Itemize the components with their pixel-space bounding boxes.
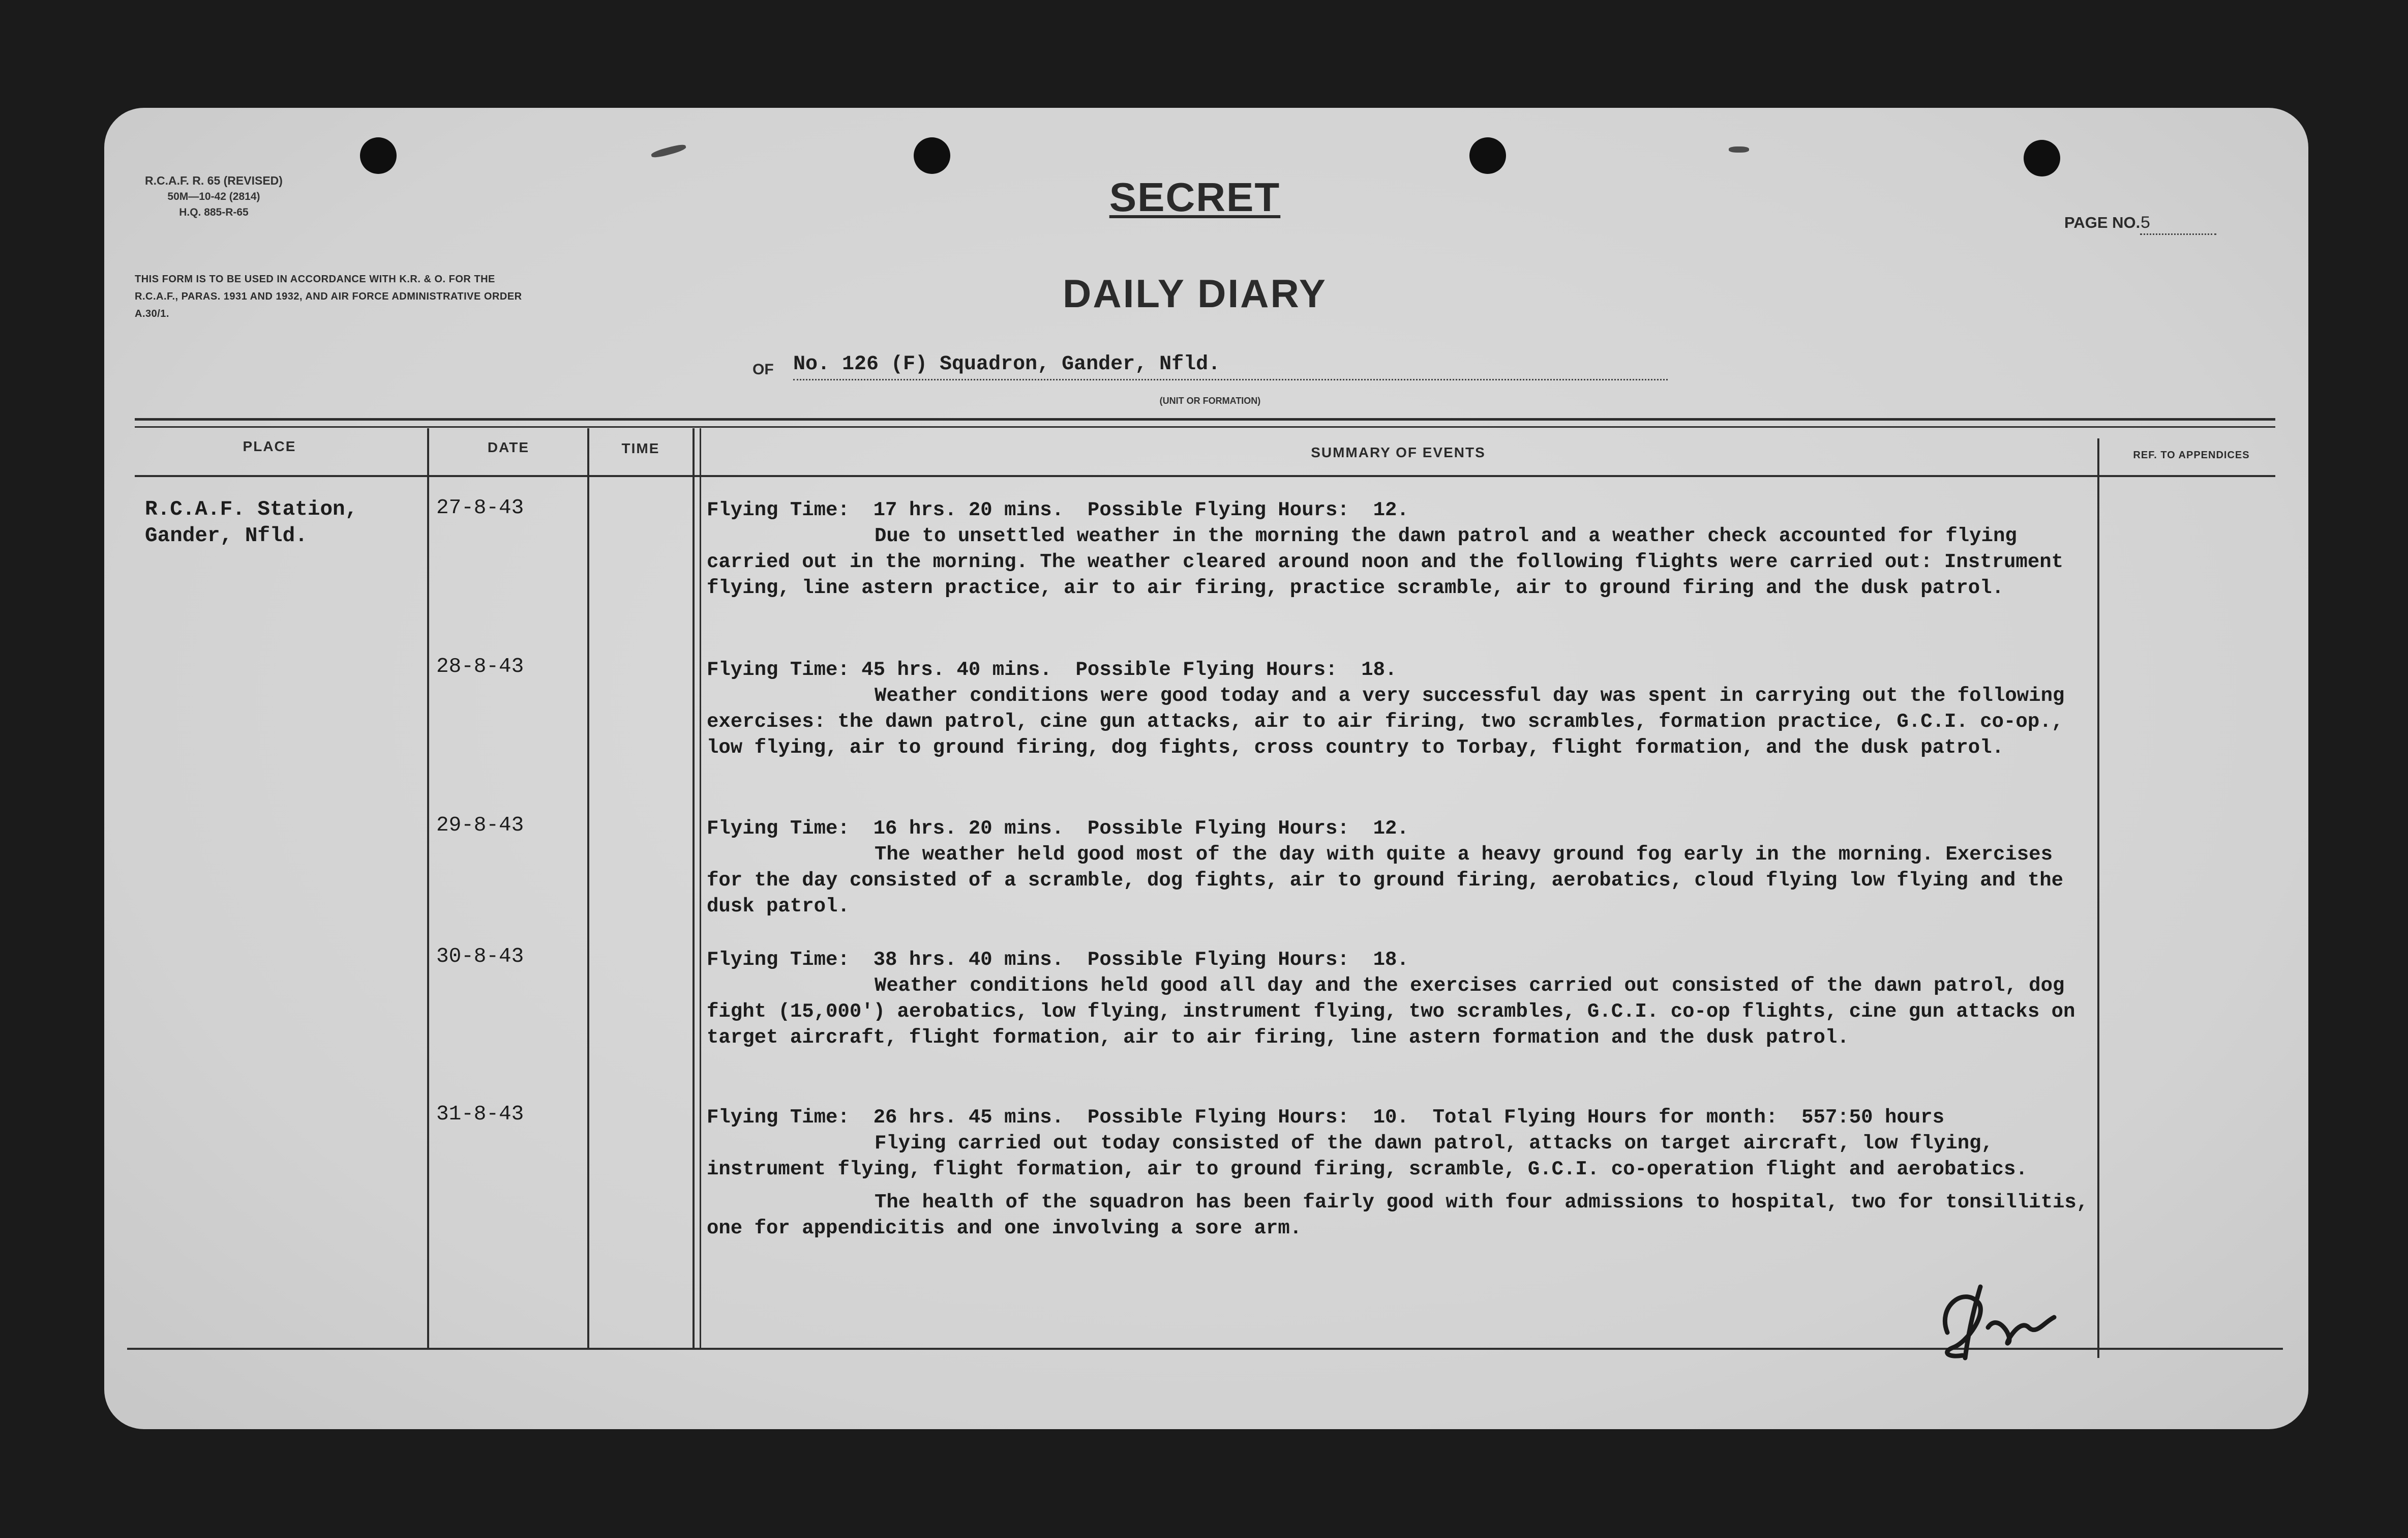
entry-text: Weather conditions held good all day and the exercises carried out consisted of the dawn patrol, dog fight (15,000') aerobatics, low flying, instrument flying, two scrambles, G.C.I. co-op flights, cine gun attacks on target aircraft, flight formation, air to air firing, line astern formation and the dusk patrol. [707, 974, 2075, 1049]
flying-time: Flying Time: 16 hrs. 20 mins. Possible Flying Hours: 12. [707, 817, 1409, 840]
diary-entry [707, 816, 2100, 920]
punch-hole [1469, 137, 1506, 174]
entry-text: The health of the squadron has been fairly good with four admissions to hospital, two for tonsillitis, one for appendicitis and one involving a sore arm. [707, 1191, 2089, 1239]
header-place: PLACE [243, 438, 296, 454]
unit-prefix: OF [752, 361, 774, 378]
ink-smudge [1729, 146, 1749, 153]
flying-time: Flying Time: 26 hrs. 45 mins. Possible Flying Hours: 10. Total Flying Hours for month: 557:50 hours [707, 1106, 1944, 1129]
header-ref-appendices: REF. TO APPENDICES [2133, 450, 2250, 461]
table-top-rule-2 [135, 426, 2275, 428]
unit-caption: (UNIT OR FORMATION) [1159, 396, 1261, 406]
entry-text: Flying carried out today consisted of the dawn patrol, attacks on target aircraft, low flying, instrument flying, flight formation, air to ground firing, scramble, G.C.I. co-operation flight and aerobatics. [707, 1132, 2028, 1180]
page-number-value: 5 [2140, 214, 2216, 235]
handwritten-initials-signature [1932, 1271, 2085, 1363]
header-summary: SUMMARY OF EVENTS [1311, 445, 1486, 460]
flying-time: Flying Time: 45 hrs. 40 mins. Possible Flying Hours: 18. [707, 659, 1397, 681]
unit-name: No. 126 (F) Squadron, Gander, Nfld. [793, 353, 1668, 380]
entry-text: Weather conditions were good today and a very successful day was spent in carrying out the following exercises: the dawn patrol, cine gun attacks, air to air firing, two scrambles, formation practice, G.C.I. co-op., low flying, air to ground firing, dog fights, cross country to Torbay, flight formation, and the dusk patrol. [707, 685, 2065, 759]
page-title: DAILY DIARY [1063, 271, 1327, 316]
column-divider [693, 428, 695, 1348]
date-cell: 27-8-43 [436, 496, 524, 520]
punch-hole [914, 137, 950, 174]
date-cell: 29-8-43 [436, 814, 524, 837]
diary-entry [707, 947, 2100, 1051]
column-divider [700, 428, 701, 1348]
form-code: R.C.A.F. R. 65 (REVISED) 50M—10-42 (2814) H.Q. 885-R-65 [145, 174, 283, 218]
page-number: PAGE NO.5 [2064, 214, 2216, 235]
diary-entry [707, 657, 2100, 761]
header-date: DATE [487, 439, 530, 455]
table-top-rule [135, 418, 2275, 421]
date-cell: 28-8-43 [436, 655, 524, 678]
date-cell: 31-8-43 [436, 1103, 524, 1126]
classification-stamp: SECRET [1109, 174, 1281, 220]
column-divider [427, 428, 429, 1348]
diary-entry [707, 1105, 2100, 1241]
column-divider [587, 428, 589, 1348]
place-cell: R.C.A.F. Station, Gander, Nfld. [145, 498, 358, 548]
diary-entry [707, 497, 2100, 601]
date-cell: 30-8-43 [436, 945, 524, 968]
header-rule [135, 475, 2275, 477]
flying-time: Flying Time: 38 hrs. 40 mins. Possible Flying Hours: 18. [707, 949, 1409, 971]
punch-hole [360, 137, 397, 174]
entry-text: Due to unsettled weather in the morning the dawn patrol and a weather check accounted for flying carried out in the morning. The weather cleared around noon and the following flights were carried out: Instrument flying, line astern practice, air to air firing, practice scramble, air to ground firing and the dusk patrol. [707, 525, 2064, 599]
form-instructions: THIS FORM IS TO BE USED IN ACCORDANCE WITH K.R. & O. FOR THE R.C.A.F., PARAS. 1931 AND 1932, AND AIR FORCE ADMINISTRATIVE ORDER A.30/1. [135, 274, 522, 319]
entry-text: The weather held good most of the day with quite a heavy ground fog early in the morning. Exercises for the day consisted of a scramble, dog fights, air to ground firing, aerobatics, cloud flying low flying and the dusk patrol. [707, 843, 2064, 918]
punch-hole [2024, 140, 2060, 176]
header-time: TIME [621, 440, 660, 456]
flying-time: Flying Time: 17 hrs. 20 mins. Possible Flying Hours: 12. [707, 499, 1409, 521]
